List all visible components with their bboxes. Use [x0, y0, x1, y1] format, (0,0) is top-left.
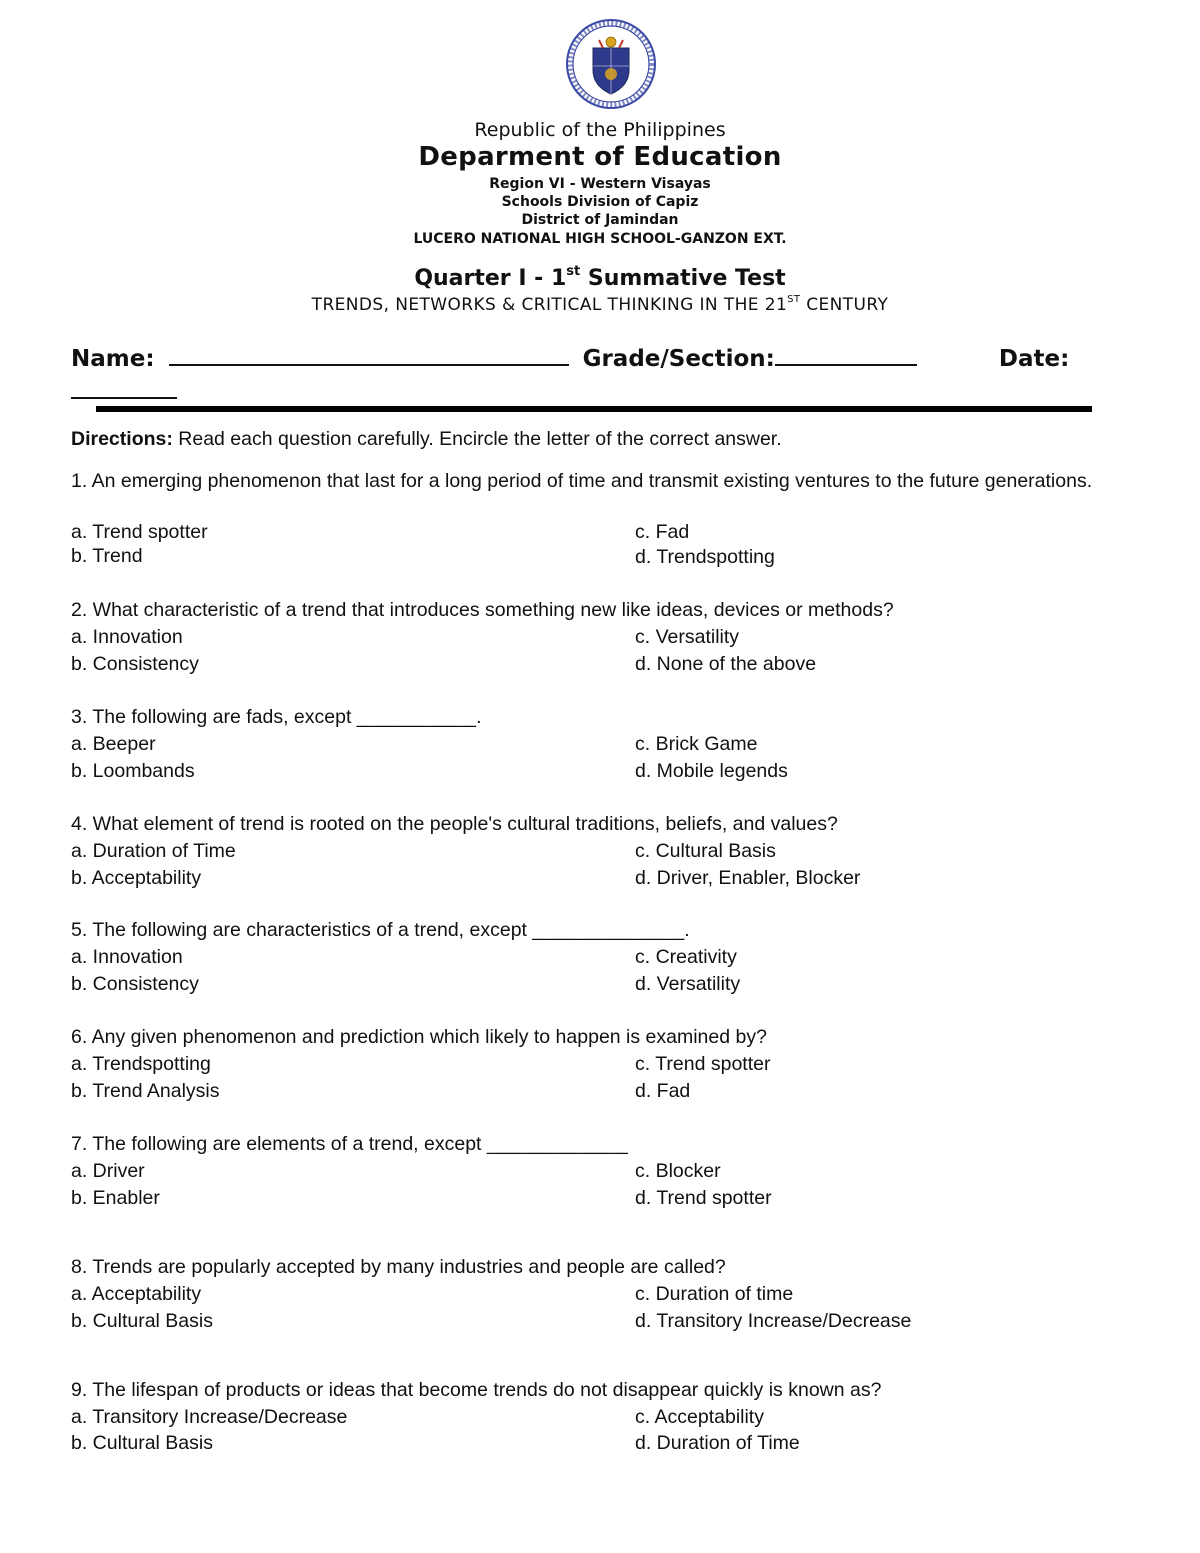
- date-label: Date:: [998, 346, 1070, 372]
- question-4: [71, 812, 1101, 889]
- option-b[interactable]: b. Loombands: [71, 760, 195, 782]
- question-stem: 1. An emerging phenomenon that last for a long period of time and transmit existing ventures to the future generations.: [71, 470, 1093, 492]
- directions-text: Read each question carefully. Encircle the letter of the correct answer.: [172, 428, 782, 450]
- option-a[interactable]: a. Innovation: [71, 626, 183, 648]
- deped-seal-icon: [565, 18, 657, 110]
- question-5: [71, 918, 1101, 995]
- test-title: Quarter I - 1st Summative Test: [414, 264, 786, 291]
- question-stem: 3. The following are fads, except ___________.: [71, 706, 482, 728]
- option-b[interactable]: b. Cultural Basis: [71, 1432, 213, 1454]
- grade-section-blank[interactable]: [775, 342, 917, 366]
- name-blank[interactable]: [169, 342, 569, 366]
- option-c[interactable]: c. Fad: [635, 521, 690, 543]
- student-info-fields: [71, 342, 1069, 372]
- option-a[interactable]: a. Beeper: [71, 733, 156, 755]
- option-d[interactable]: d. None of the above: [635, 653, 817, 675]
- option-c[interactable]: c. Acceptability: [635, 1406, 764, 1428]
- question-stem: 5. The following are characteristics of a trend, except ______________.: [71, 919, 690, 941]
- option-a[interactable]: a. Trend spotter: [71, 521, 208, 543]
- district-line: District of Jamindan: [521, 212, 679, 228]
- option-d[interactable]: d. Mobile legends: [635, 760, 788, 782]
- question-stem: 6. Any given phenomenon and prediction which likely to happen is examined by?: [71, 1026, 767, 1048]
- grade-section-label: Grade/Section:: [582, 346, 775, 372]
- option-a[interactable]: a. Driver: [71, 1160, 145, 1182]
- directions: [71, 428, 782, 451]
- option-c[interactable]: c. Blocker: [635, 1160, 721, 1182]
- option-b[interactable]: b. Cultural Basis: [71, 1310, 213, 1332]
- option-d[interactable]: d. Trendspotting: [635, 546, 775, 568]
- republic-heading: Republic of the Philippines: [474, 119, 726, 141]
- header-divider: [96, 406, 1092, 412]
- option-b[interactable]: b. Consistency: [71, 653, 199, 675]
- option-c[interactable]: c. Trend spotter: [635, 1053, 771, 1075]
- option-c[interactable]: c. Cultural Basis: [635, 840, 776, 862]
- option-b[interactable]: b. Acceptability: [71, 867, 202, 889]
- option-d[interactable]: d. Duration of Time: [635, 1432, 800, 1454]
- directions-label: Directions:: [71, 428, 173, 450]
- department-heading: Deparment of Education: [418, 142, 782, 172]
- option-a[interactable]: a. Trendspotting: [71, 1053, 211, 1075]
- option-d[interactable]: d. Fad: [635, 1080, 691, 1102]
- region-line: Region VI - Western Visayas: [489, 176, 711, 192]
- question-7: [71, 1132, 1101, 1209]
- option-d[interactable]: d. Versatility: [635, 973, 741, 995]
- option-a[interactable]: a. Transitory Increase/Decrease: [71, 1406, 348, 1428]
- question-stem: 7. The following are elements of a trend, except _____________: [71, 1133, 628, 1155]
- option-d[interactable]: d. Driver, Enabler, Blocker: [635, 867, 861, 889]
- question-2: [71, 598, 1101, 675]
- question-1: [71, 469, 1101, 568]
- option-b[interactable]: b. Enabler: [71, 1187, 160, 1209]
- option-c[interactable]: c. Duration of time: [635, 1283, 794, 1305]
- name-label: Name:: [71, 346, 155, 372]
- option-a[interactable]: a. Innovation: [71, 946, 183, 968]
- option-a[interactable]: a. Acceptability: [71, 1283, 202, 1305]
- question-stem: 8. Trends are popularly accepted by many industries and people are called?: [71, 1256, 726, 1278]
- question-8: [71, 1255, 1101, 1332]
- option-b[interactable]: b. Consistency: [71, 973, 199, 995]
- date-blank[interactable]: [71, 397, 177, 399]
- option-b[interactable]: b. Trend: [71, 545, 143, 567]
- option-c[interactable]: c. Brick Game: [635, 733, 758, 755]
- division-line: Schools Division of Capiz: [501, 194, 699, 210]
- school-line: LUCERO NATIONAL HIGH SCHOOL-GANZON EXT.: [413, 231, 787, 247]
- question-stem: 2. What characteristic of a trend that introduces something new like ideas, devices or methods?: [71, 599, 894, 621]
- option-c[interactable]: c. Versatility: [635, 626, 740, 648]
- question-stem: 9. The lifespan of products or ideas that become trends do not disappear quickly is known as?: [71, 1379, 882, 1401]
- option-c[interactable]: c. Creativity: [635, 946, 737, 968]
- question-stem: 4. What element of trend is rooted on the people's cultural traditions, beliefs, and values?: [71, 813, 838, 835]
- option-a[interactable]: a. Duration of Time: [71, 840, 236, 862]
- subject-title: TRENDS, NETWORKS & CRITICAL THINKING IN THE 21ST CENTURY: [311, 294, 889, 315]
- option-d[interactable]: d. Transitory Increase/Decrease: [635, 1310, 912, 1332]
- question-6: [71, 1025, 1101, 1102]
- question-3: [71, 705, 1101, 782]
- option-b[interactable]: b. Trend Analysis: [71, 1080, 220, 1102]
- option-d[interactable]: d. Trend spotter: [635, 1187, 772, 1209]
- question-9: [71, 1378, 1101, 1454]
